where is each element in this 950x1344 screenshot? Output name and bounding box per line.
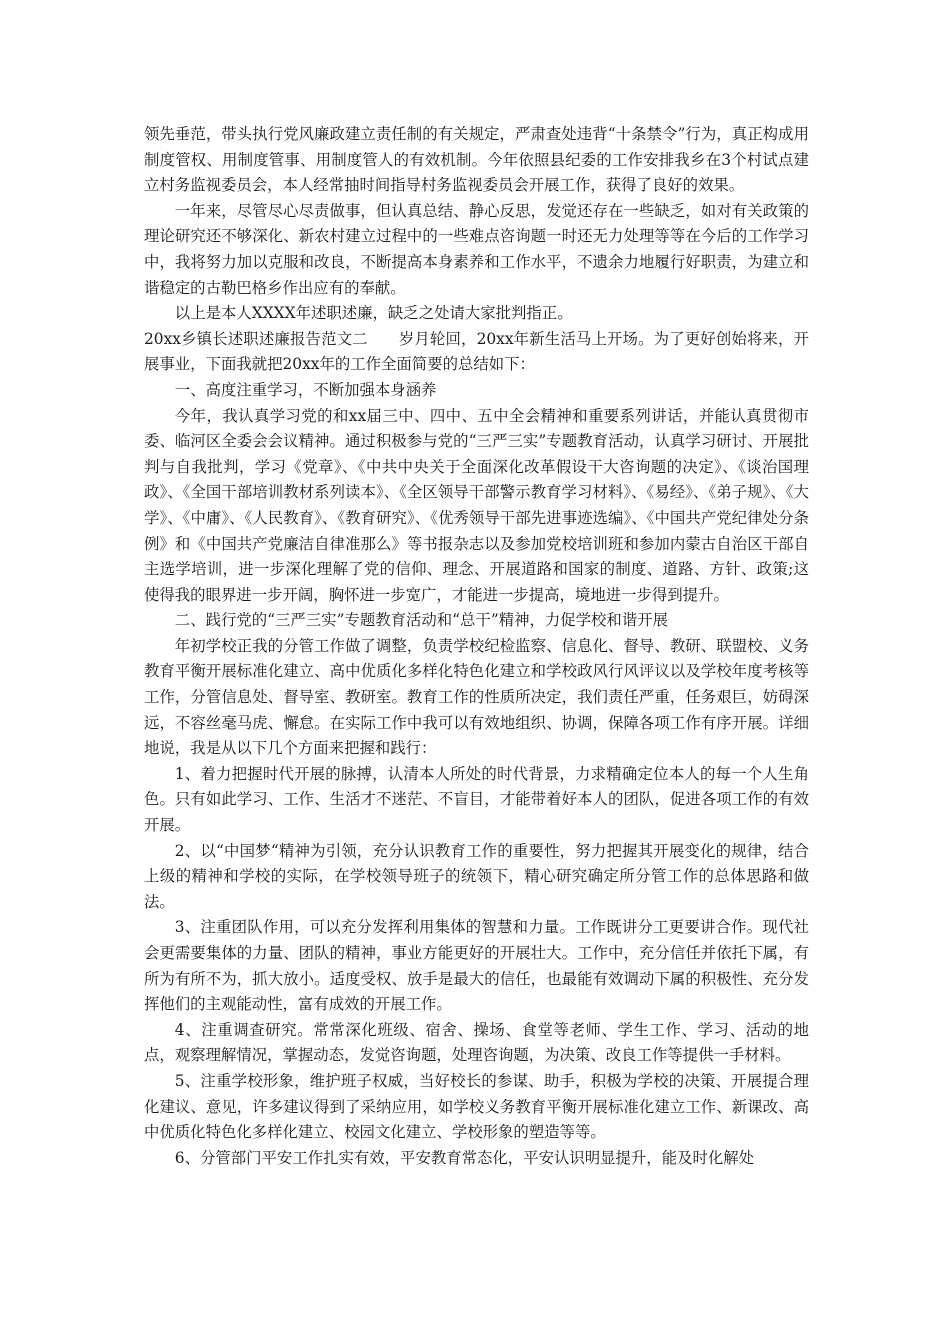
list-item-4: 4、注重调查研究。常常深化班级、宿舍、操场、食堂等老师、学生工作、学习、活动的地点，观察理解情况，掌握动态，发觉咨询题，处理咨询题，为决策、改良工作等提供一手材料。 <box>144 1020 809 1065</box>
paragraph-4-heading: 20xx乡镇长述职述廉报告范文二 岁月轮回，20xx年新生活马上开场。为了更好创始将来，开展事业，下面我就把20xx年的工作全面简要的总结如下： <box>144 329 809 374</box>
section-heading-1: 一、高度注重学习，不断加强本身涵养 <box>174 380 437 399</box>
paragraph-2: 一年来，尽管尽心尽责做事，但认真总结、静心反思，发觉还存在一些缺乏，如对有关政策的理论研究还不够深化、新农村建立过程中的一些难点咨询题一时还无力处理等等在今后的工作学习中，我将努力加以克服和改良，不断提高本身素养和工作水平，不遗余力地履行好职责，为建立和谐稳定的古勒巴格乡作出应有的奉献。 <box>144 201 809 297</box>
list-item-1: 1、着力把握时代开展的脉搏，认清本人所处的时代背景，力求精确定位本人的每一个人生角色。只有如此学习、工作、生活才不迷茫、不盲目，才能带着好本人的团队，促进各项工作的有效开展。 <box>144 764 809 835</box>
list-item-6: 6、分管部门平安工作扎实有效，平安教育常态化，平安认识明显提升，能及时化解处 <box>174 1148 755 1167</box>
list-item-3: 3、注重团队作用，可以充分发挥利用集体的智慧和力量。工作既讲分工更要讲合作。现代社会更需要集体的力量、团队的精神，事业方能更好的开展壮大。工作中，充分信任并依托下属，有所为有所不为，抓大放小。适度受权、放手是最大的信任，也最能有效调动下属的积极性、充分发挥他们的主观能动性，富有成效的开展工作。 <box>144 918 809 1014</box>
section-heading-2: 二、践行党的“三严三实”专题教育活动和“总干”精神，力促学校和谐开展 <box>174 611 668 630</box>
paragraph-8: 年初学校正我的分管工作做了调整，负责学校纪检监察、信息化、督导、教研、联盟校、义务教育平衡开展标准化建立、高中优质化多样化特色化建立和学校政风行风评议以及学校年度考核等工作，分管信息处、督导室、教研室。教育工作的性质所决定，我们责任严重，任务艰巨，妨碍深远，不容丝毫马虎、懈怠。在实际工作中我可以有效地组织、协调，保障各项工作有序开展。详细地说，我是从以下几个方面来把握和践行： <box>144 636 809 758</box>
paragraph-1: 领先垂范，带头执行党风廉政建立责任制的有关规定，严肃查处违背“十条禁令”行为，真正构成用制度管权、用制度管事、用制度管人的有效机制。今年依照县纪委的工作安排我乡在3个村试点建立村务监视委员会，本人经常抽时间指导村务监视委员会开展工作，获得了良好的效果。 <box>144 125 809 195</box>
paragraph-6: 今年，我认真学习党的和xx届三中、四中、五中全会精神和重要系列讲话，并能认真贯彻市委、临河区全委会会议精神。通过积极参与党的“三严三实”专题教育活动，认真学习研讨、开展批判与自我批判，学习《党章》、《中共中央关于全面深化改革假设干大咨询题的决定》、《谈治国理政》、《全国干部培训教材系列读本》、《全区领导干部警示教育学习材料》、《易经》、《弟子规》、《大学》、《中庸》、《人民教育》、《教育研究》、《优秀领导干部先进事迹选编》、《中国共产党纪律处分条例》和《中国共产党廉洁自律准那么》等书报杂志以及参加党校培训班和参加内蒙古自治区干部自主选学培训，进一步深化理解了党的信仰、理念、开展道路和国家的制度、道路、方针、政策;这使得我的眼界进一步开阔，胸怀进一步宽广，才能进一步提高，境地进一步得到提升。 <box>144 406 809 604</box>
list-item-5: 5、注重学校形象，维护班子权威，当好校长的参谋、助手，积极为学校的决策、开展提合理化建议、意见，许多建议得到了采纳应用，如学校义务教育平衡开展标准化建立工作、新课改、高中优质化特色化多样化建立、校园文化建立、学校形象的塑造等等。 <box>144 1071 809 1142</box>
list-item-2: 2、以“中国梦“精神为引领，充分认识教育工作的重要性，努力把握其开展变化的规律，结合上级的精神和学校的实际，在学校领导班子的统领下，精心研究确定所分管工作的总体思路和做法。 <box>144 841 809 911</box>
document-page <box>144 122 809 1171</box>
paragraph-3: 以上是本人XXXX年述职述廉，缺乏之处请大家批判指正。 <box>174 304 573 323</box>
